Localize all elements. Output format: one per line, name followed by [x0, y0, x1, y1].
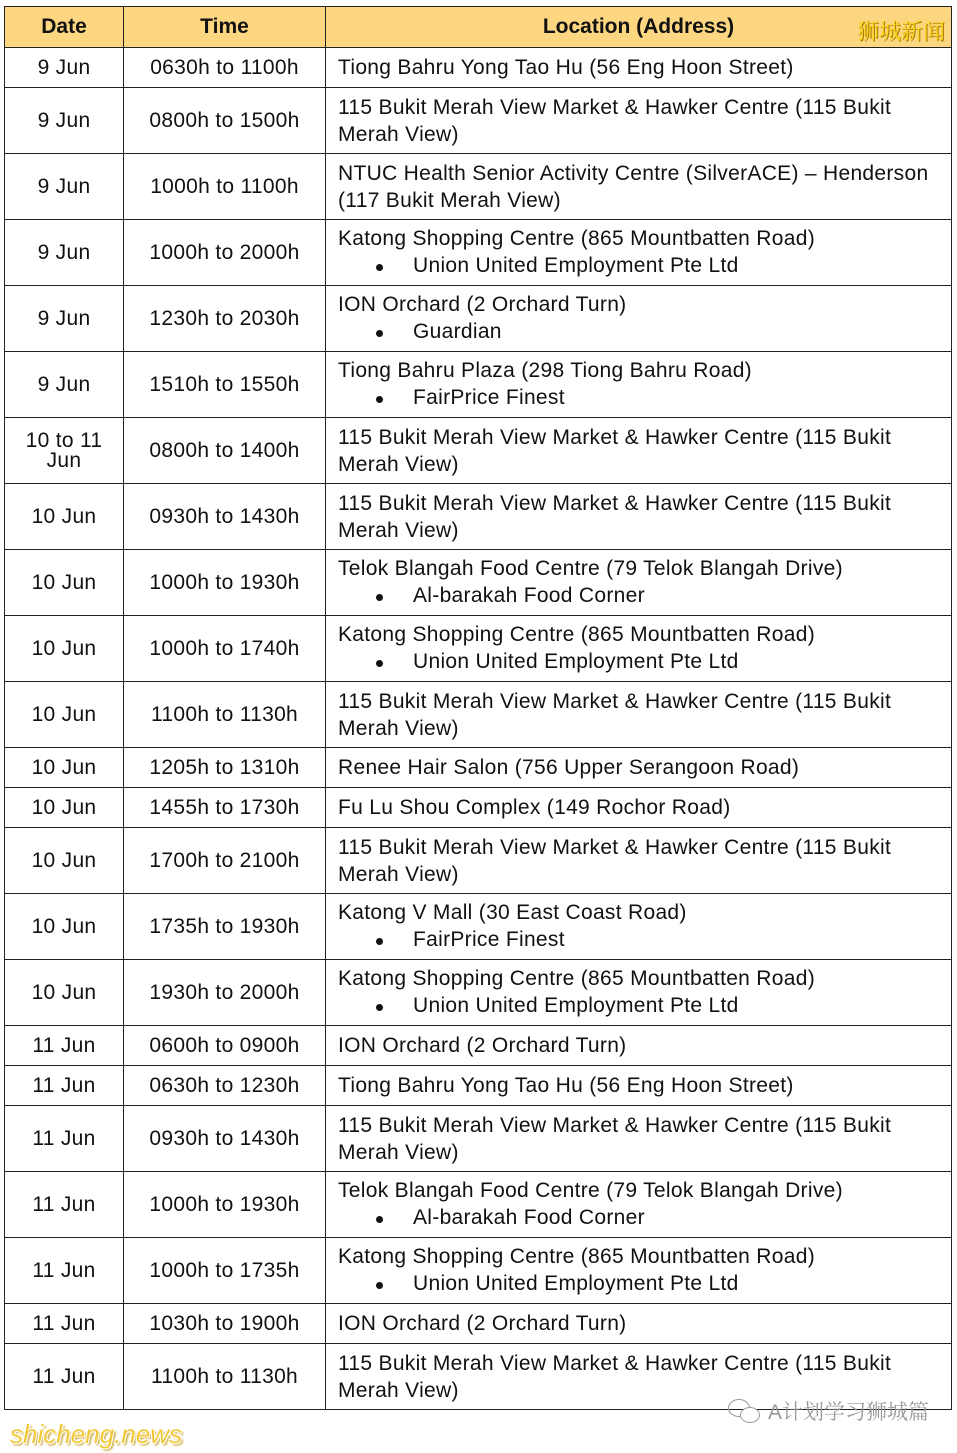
location-address: 115 Bukit Merah View Market & Hawker Centre (115 Bukit Merah View)	[338, 1351, 892, 1402]
location-address: 115 Bukit Merah View Market & Hawker Centre (115 Bukit Merah View)	[338, 1113, 892, 1164]
table-row	[5, 748, 952, 788]
row-location	[326, 828, 952, 894]
table-row	[5, 48, 952, 88]
row-time: 1000h to 1930h	[124, 1172, 326, 1238]
table-row	[5, 1304, 952, 1344]
row-location	[326, 220, 952, 286]
row-time: 1030h to 1900h	[124, 1304, 326, 1344]
location-address: Renee Hair Salon (756 Upper Serangoon Road)	[338, 756, 800, 779]
row-date: 9 Jun	[5, 352, 124, 418]
location-address: Telok Blangah Food Centre (79 Telok Blangah Drive)	[338, 557, 843, 580]
row-date: 11 Jun	[5, 1304, 124, 1344]
table-row	[5, 1106, 952, 1172]
row-date: 10 Jun	[5, 828, 124, 894]
watermark-wechat	[728, 1396, 929, 1426]
row-time: 1000h to 1100h	[124, 154, 326, 220]
row-time: 1930h to 2000h	[124, 960, 326, 1026]
row-time: 0630h to 1230h	[124, 1066, 326, 1106]
table-row	[5, 352, 952, 418]
tenant-list	[338, 318, 943, 346]
row-date: 10 Jun	[5, 788, 124, 828]
table-row	[5, 682, 952, 748]
tenant-item: Union United Employment Pte Ltd	[338, 648, 943, 676]
row-date: 10 to 11 Jun	[5, 418, 124, 484]
tenant-item: Al-barakah Food Corner	[338, 1204, 943, 1232]
header-location-label: Location (Address)	[542, 15, 735, 38]
row-date: 9 Jun	[5, 48, 124, 88]
row-location	[326, 616, 952, 682]
table-row	[5, 616, 952, 682]
row-time: 0800h to 1400h	[124, 418, 326, 484]
row-time: 1000h to 1735h	[124, 1238, 326, 1304]
row-time: 1000h to 1930h	[124, 550, 326, 616]
table-row	[5, 894, 952, 960]
visit-locations-table	[4, 6, 952, 1410]
wechat-icon	[728, 1399, 762, 1423]
row-time: 1000h to 1740h	[124, 616, 326, 682]
watermark-cn: 狮城新闻	[856, 20, 945, 45]
row-time: 1205h to 1310h	[124, 748, 326, 788]
tenant-list	[338, 252, 943, 280]
tenant-list	[338, 926, 943, 954]
row-location	[326, 788, 952, 828]
row-date: 9 Jun	[5, 88, 124, 154]
tenant-item: Union United Employment Pte Ltd	[338, 252, 943, 280]
row-location	[326, 550, 952, 616]
location-address: Fu Lu Shou Complex (149 Rochor Road)	[338, 796, 731, 819]
row-location	[326, 48, 952, 88]
row-location	[326, 352, 952, 418]
table-row	[5, 960, 952, 1026]
row-location	[326, 418, 952, 484]
location-address: NTUC Health Senior Activity Centre (SilverACE) – Henderson (117 Bukit Merah View)	[338, 161, 929, 212]
location-address: ION Orchard (2 Orchard Turn)	[338, 1034, 627, 1057]
tenant-list	[338, 384, 943, 412]
row-time: 0930h to 1430h	[124, 1106, 326, 1172]
table-row	[5, 788, 952, 828]
row-date: 11 Jun	[5, 1026, 124, 1066]
row-time: 1735h to 1930h	[124, 894, 326, 960]
row-date: 9 Jun	[5, 286, 124, 352]
row-location	[326, 88, 952, 154]
table-row	[5, 1026, 952, 1066]
row-date: 10 Jun	[5, 616, 124, 682]
row-time: 0600h to 0900h	[124, 1026, 326, 1066]
row-time: 1700h to 2100h	[124, 828, 326, 894]
row-time: 1510h to 1550h	[124, 352, 326, 418]
table-row	[5, 828, 952, 894]
location-address: Telok Blangah Food Centre (79 Telok Blangah Drive)	[338, 1179, 843, 1202]
tenant-list	[338, 992, 943, 1020]
table-row	[5, 1172, 952, 1238]
location-address: Tiong Bahru Plaza (298 Tiong Bahru Road)	[338, 359, 752, 382]
row-time: 1230h to 2030h	[124, 286, 326, 352]
row-date: 11 Jun	[5, 1066, 124, 1106]
table-row	[5, 88, 952, 154]
row-time: 0630h to 1100h	[124, 48, 326, 88]
row-date: 10 Jun	[5, 484, 124, 550]
row-location	[326, 1026, 952, 1066]
row-date: 11 Jun	[5, 1238, 124, 1304]
row-location	[326, 1172, 952, 1238]
row-date: 11 Jun	[5, 1106, 124, 1172]
location-address: 115 Bukit Merah View Market & Hawker Centre (115 Bukit Merah View)	[338, 689, 892, 740]
location-address: Katong Shopping Centre (865 Mountbatten Road)	[338, 227, 815, 250]
table-row	[5, 220, 952, 286]
row-location	[326, 682, 952, 748]
table-row	[5, 1238, 952, 1304]
row-location	[326, 960, 952, 1026]
row-date: 10 Jun	[5, 550, 124, 616]
row-time: 1455h to 1730h	[124, 788, 326, 828]
table-body	[5, 48, 952, 1410]
location-address: 115 Bukit Merah View Market & Hawker Centre (115 Bukit Merah View)	[338, 835, 892, 886]
row-date: 9 Jun	[5, 220, 124, 286]
row-time: 1000h to 2000h	[124, 220, 326, 286]
table-row	[5, 484, 952, 550]
row-location	[326, 894, 952, 960]
row-location	[326, 1106, 952, 1172]
watermark-site: shicheng.news	[10, 1419, 182, 1449]
row-date: 11 Jun	[5, 1344, 124, 1410]
location-address: 115 Bukit Merah View Market & Hawker Centre (115 Bukit Merah View)	[338, 491, 892, 542]
table-header	[5, 7, 952, 48]
header-location	[326, 7, 952, 48]
row-time: 0930h to 1430h	[124, 484, 326, 550]
header-time: Time	[124, 7, 326, 48]
location-address: Katong V Mall (30 East Coast Road)	[338, 901, 687, 924]
location-address: 115 Bukit Merah View Market & Hawker Centre (115 Bukit Merah View)	[338, 95, 892, 146]
location-address: 115 Bukit Merah View Market & Hawker Centre (115 Bukit Merah View)	[338, 425, 892, 476]
tenant-list	[338, 648, 943, 676]
row-location	[326, 154, 952, 220]
row-location	[326, 1304, 952, 1344]
location-address: Tiong Bahru Yong Tao Hu (56 Eng Hoon Street)	[338, 56, 794, 79]
row-date: 10 Jun	[5, 960, 124, 1026]
row-time: 0800h to 1500h	[124, 88, 326, 154]
row-date: 10 Jun	[5, 894, 124, 960]
tenant-list	[338, 1270, 943, 1298]
row-location	[326, 286, 952, 352]
row-date: 9 Jun	[5, 154, 124, 220]
header-date: Date	[5, 7, 124, 48]
tenant-item: FairPrice Finest	[338, 384, 943, 412]
table-row	[5, 1066, 952, 1106]
row-location	[326, 748, 952, 788]
location-address: Katong Shopping Centre (865 Mountbatten Road)	[338, 967, 815, 990]
row-time: 1100h to 1130h	[124, 682, 326, 748]
table-row	[5, 286, 952, 352]
location-address: ION Orchard (2 Orchard Turn)	[338, 1312, 627, 1335]
tenant-list	[338, 1204, 943, 1232]
location-address: Tiong Bahru Yong Tao Hu (56 Eng Hoon Street)	[338, 1074, 794, 1097]
tenant-list	[338, 582, 943, 610]
row-date: 10 Jun	[5, 682, 124, 748]
row-location	[326, 1238, 952, 1304]
tenant-item: Guardian	[338, 318, 943, 346]
table-row	[5, 550, 952, 616]
table-row	[5, 418, 952, 484]
row-location	[326, 484, 952, 550]
location-address: Katong Shopping Centre (865 Mountbatten Road)	[338, 1245, 815, 1268]
tenant-item: Al-barakah Food Corner	[338, 582, 943, 610]
row-location	[326, 1066, 952, 1106]
row-date: 10 Jun	[5, 748, 124, 788]
tenant-item: Union United Employment Pte Ltd	[338, 1270, 943, 1298]
location-address: Katong Shopping Centre (865 Mountbatten Road)	[338, 623, 815, 646]
row-date: 11 Jun	[5, 1172, 124, 1238]
tenant-item: Union United Employment Pte Ltd	[338, 992, 943, 1020]
table-row	[5, 154, 952, 220]
tenant-item: FairPrice Finest	[338, 926, 943, 954]
location-address: ION Orchard (2 Orchard Turn)	[338, 293, 627, 316]
watermark-wechat-label: A计划学习狮城篇	[767, 1401, 929, 1424]
row-time: 1100h to 1130h	[124, 1344, 326, 1410]
